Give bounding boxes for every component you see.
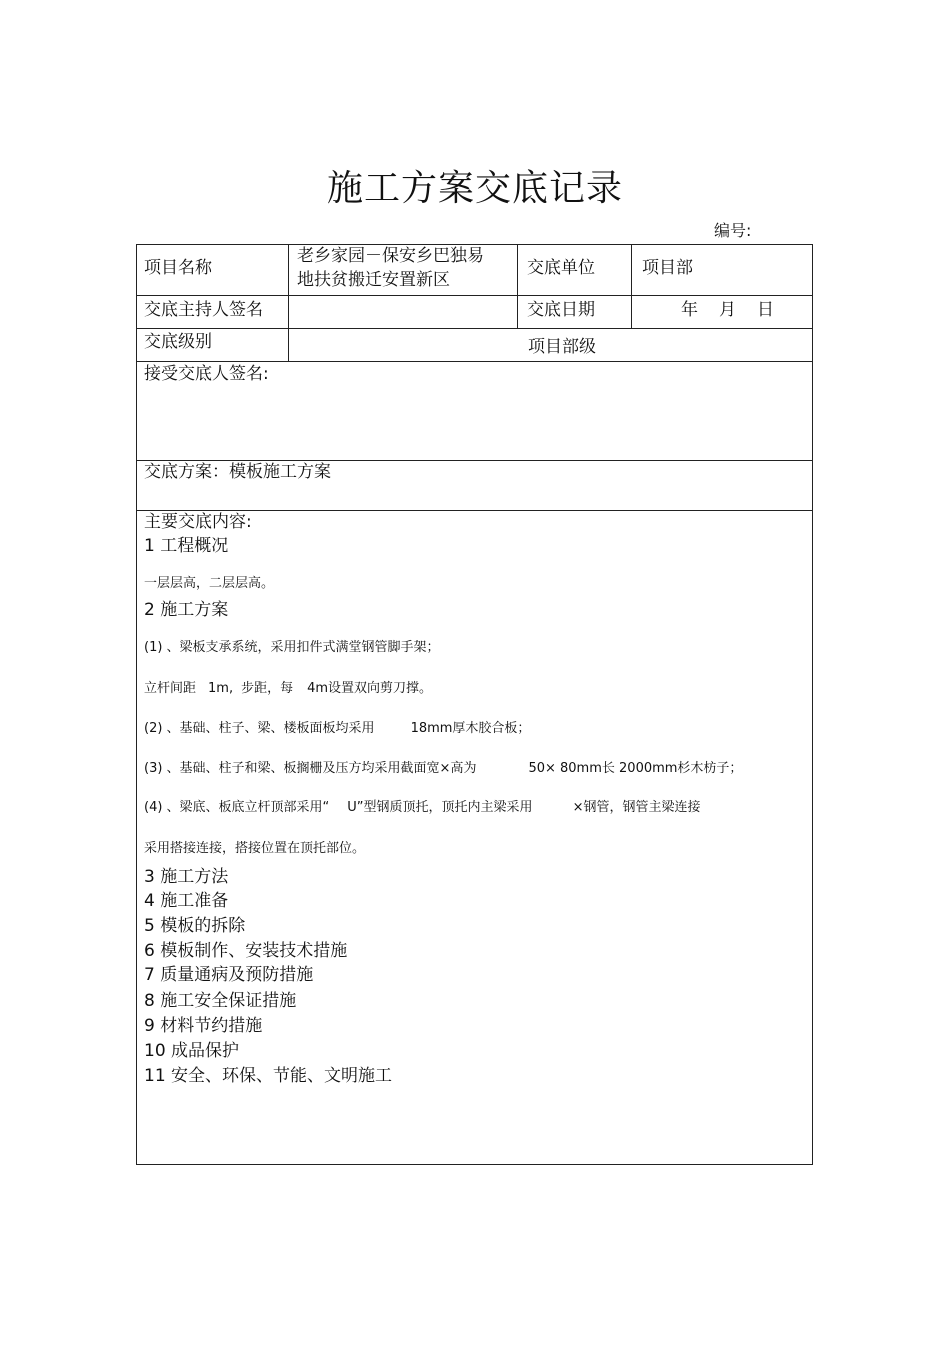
document-title: 施工方案交底记录 (326, 168, 623, 209)
project-name-line2: 地扶贫搬迁安置新区 (297, 270, 450, 290)
receiver-signature-label: 接受交底人签名: (144, 364, 269, 384)
row-divider (136, 295, 813, 296)
plan-item-4-text-c: ×钢管，钢管主梁连接 (572, 800, 701, 815)
unit-value: 项目部 (642, 258, 693, 278)
level-label: 交底级别 (144, 332, 212, 352)
section-quality-issues: 7 质量通病及预防措施 (144, 965, 314, 985)
section-method: 3 施工方法 (144, 867, 229, 887)
section-safety-measures: 8 施工安全保证措施 (144, 991, 297, 1011)
column-divider (517, 244, 518, 328)
overview-text: 一层层高，二层层高。 (144, 576, 275, 591)
plan-item-4-text-b: U”型钢质顶托，顶托内主梁采用 (347, 800, 533, 815)
column-divider (631, 244, 632, 328)
date-day: 日 (757, 300, 774, 320)
section-overview-heading: 1 工程概况 (144, 536, 229, 556)
plan-item-2-spec: 18mm厚木胶合板； (410, 721, 531, 736)
level-value: 项目部级 (528, 337, 596, 357)
section-preparation: 4 施工准备 (144, 891, 229, 911)
content-heading: 主要交底内容: (144, 512, 252, 532)
plan-item-4 (144, 799, 700, 817)
step-label: 步距，每 (241, 681, 294, 696)
section-technical-measures: 6 模板制作、安装技术措施 (144, 941, 348, 961)
section-material-saving: 9 材料节约措施 (144, 1016, 263, 1036)
spacing-value: 1m, (208, 681, 234, 696)
project-name-label: 项目名称 (144, 258, 212, 278)
plan-item-3-spec: 50× 80mm长 2000mm杉木枋子； (528, 761, 743, 776)
row-divider (136, 328, 813, 329)
unit-label: 交底单位 (527, 258, 595, 278)
project-name-line1: 老乡家园－保安乡巴独易 (297, 246, 484, 266)
brace-text: 4m设置双向剪刀撑。 (307, 681, 433, 696)
plan-item-3 (144, 760, 742, 778)
column-divider (288, 244, 289, 361)
date-month: 月 (719, 300, 736, 320)
row-divider (136, 361, 813, 362)
plan-item-2 (144, 720, 530, 738)
section-product-protection: 10 成品保护 (144, 1041, 240, 1061)
plan-item-3-text: (3) 、基础、柱子和梁、板搁栅及压方均采用截面宽×高为 (144, 761, 477, 776)
plan-item-4-continued: 采用搭接连接，搭接位置在顶托部位。 (144, 841, 366, 856)
plan-item-4-text-a: (4) 、梁底、板底立杆顶部采用“ (144, 800, 330, 815)
section-plan-heading: 2 施工方案 (144, 600, 229, 620)
plan-item-2-text: (2) 、基础、柱子、梁、楼板面板均采用 (144, 721, 375, 736)
plan-item-1-spacing (144, 680, 432, 698)
document-number-label: 编号: (714, 221, 752, 240)
section-removal: 5 模板的拆除 (144, 916, 246, 936)
date-label: 交底日期 (527, 300, 595, 320)
spacing-label: 立杆间距 (144, 681, 197, 696)
plan-item-1: (1) 、梁板支承系统，采用扣件式满堂钢管脚手架； (144, 640, 440, 655)
section-civilized-construction: 11 安全、环保、节能、文明施工 (144, 1066, 393, 1086)
plan-label: 交底方案：模板施工方案 (144, 462, 331, 482)
host-signature-label: 交底主持人签名 (144, 300, 263, 320)
date-year: 年 (681, 300, 698, 320)
